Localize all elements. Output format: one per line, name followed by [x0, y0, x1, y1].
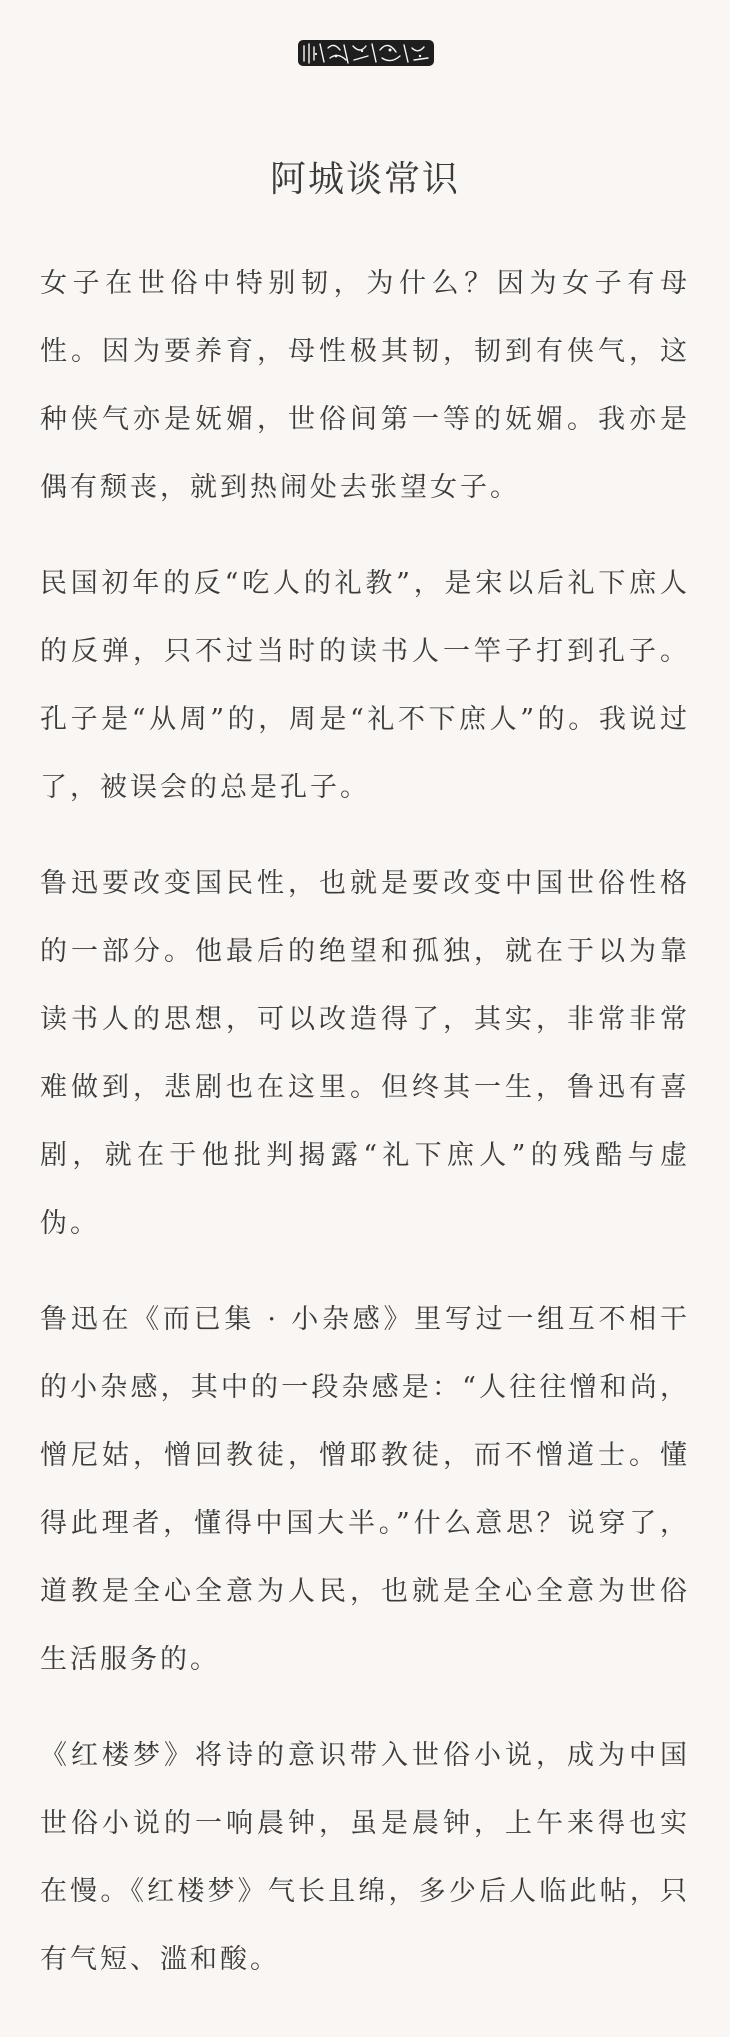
article-title: 阿城谈常识 [269, 159, 460, 200]
paragraph: 鲁迅要改变国民性，也就是要改变中国世俗性格的一部分。他最后的绝望和孤独，就在于以为靠读书人的思想，可以改造得了，其实，非常非常难做到，悲剧也在这里。但终其一生，鲁迅有喜剧，就在于他批判揭露“礼下庶人”的残酷与虚伪。 [40, 868, 690, 1239]
paragraph: 女子在世俗中特别韧，为什么？因为女子有母性。因为要养育，母性极其韧，韧到有侠气，这种侠气亦是妩媚，世俗间第一等的妩媚。我亦是偶有颓丧，就到热闹处去张望女子。 [40, 268, 690, 503]
paragraph: 鲁迅在《而已集 · 小杂感》里写过一组互不相干的小杂感，其中的一段杂感是：“人往往憎和尚，憎尼姑，憎回教徒，憎耶教徒，而不憎道士。懂得此理者，懂得中国大半。”什么意思？说穿了，道教是全心全意为人民，也就是全心全意为世俗生活服务的。 [40, 1304, 690, 1675]
article-body [40, 250, 690, 2022]
paragraph: 《红楼梦》将诗的意识带入世俗小说，成为中国世俗小说的一响晨钟，虽是晨钟，上午来得也实在慢。《红楼梦》气长且绵，多少后人临此帖，只有气短、滥和酸。 [40, 1740, 690, 1975]
paragraph: 民国初年的反“吃人的礼教”，是宋以后礼下庶人的反弹，只不过当时的读书人一竿子打到孔子。孔子是“从周”的，周是“礼不下庶人”的。我说过了，被误会的总是孔子。 [40, 568, 690, 803]
woodcut-vignette-icon [296, 36, 436, 70]
